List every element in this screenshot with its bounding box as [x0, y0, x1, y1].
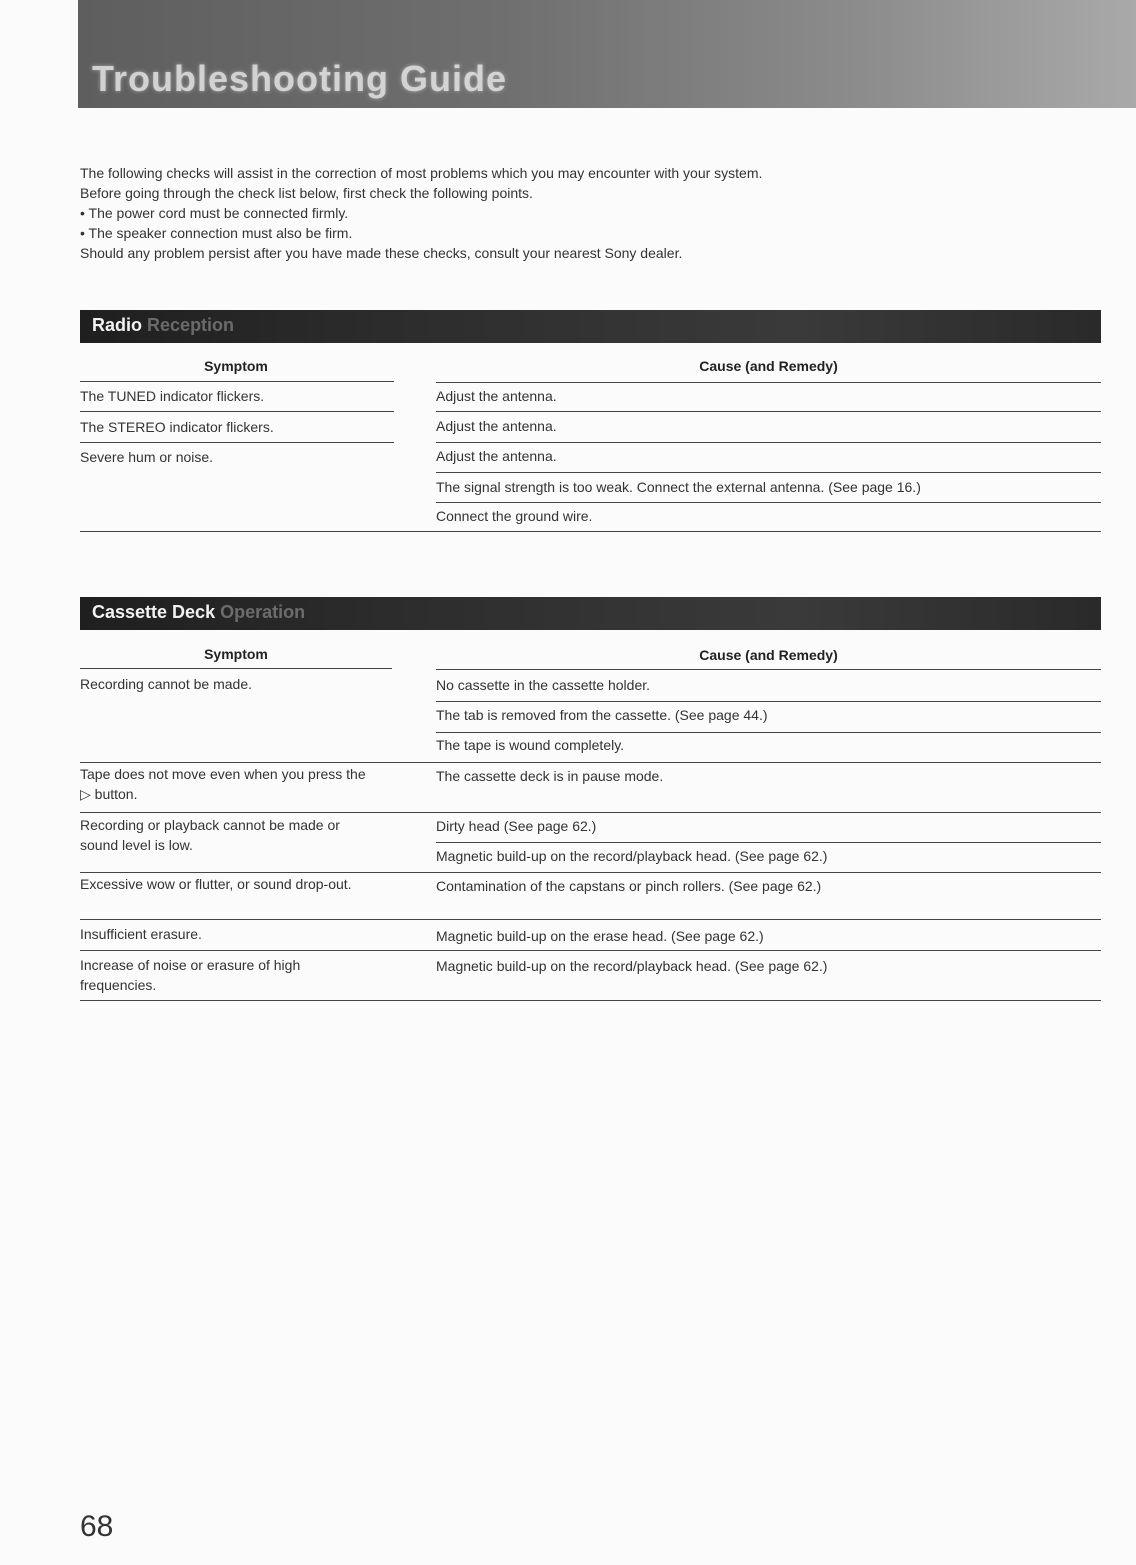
radio-cause: Adjust the antenna.: [436, 418, 557, 434]
page-number: 68: [80, 1510, 114, 1543]
radio-symptom-hum: Severe hum or noise.: [80, 449, 214, 465]
divider: [80, 919, 1101, 920]
cassette-symptom: Tape does not move even when you press the ▷ button.: [80, 766, 366, 802]
cassette-symptom: Excessive wow or flutter, or sound drop-out.: [80, 876, 352, 892]
divider: [436, 669, 1101, 670]
divider: [80, 668, 392, 669]
cassette-symptom: Increase of noise or erasure of high frequencies.: [80, 957, 301, 993]
divider: [80, 531, 1101, 532]
cassette-cause: Magnetic build-up on the record/playback head. (See page 62.): [436, 958, 828, 974]
divider: [80, 872, 1101, 873]
cassette-cause: Magnetic build-up on the record/playback head. (See page 62.): [436, 848, 828, 864]
radio-symptom-stereo: The STEREO indicator flickers.: [80, 419, 274, 435]
radio-section-title: [92, 315, 234, 336]
radio-section-header: [80, 310, 1101, 343]
cassette-title-text: Cassette Deck: [92, 602, 216, 622]
intro-bullet-power-cord: • The power cord must be connected firmly.: [80, 205, 349, 221]
radio-cause: Connect the ground wire.: [436, 508, 593, 524]
divider: [80, 950, 1101, 951]
cassette-title-faded: Operation: [220, 602, 306, 622]
cassette-cause: The tab is removed from the cassette. (See page 44.): [436, 707, 768, 723]
divider: [436, 472, 1101, 473]
page-title: Troubleshooting Guide: [92, 58, 507, 99]
cassette-section-title: [92, 602, 305, 623]
radio-cause: Adjust the antenna.: [436, 448, 557, 464]
cassette-symptom-header: Symptom: [204, 646, 268, 662]
cassette-symptom: Insufficient erasure.: [80, 926, 202, 942]
radio-cause: Adjust the antenna.: [436, 388, 557, 404]
intro-text: [80, 163, 1040, 263]
page-header-banner: [78, 0, 1136, 108]
divider: [80, 1000, 1101, 1001]
intro-bullet-speaker: • The speaker connection must also be firm.: [80, 225, 353, 241]
cassette-cause: The cassette deck is in pause mode.: [436, 768, 664, 784]
intro-line-3: Should any problem persist after you have made these checks, consult your nearest Sony dealer.: [80, 245, 683, 261]
divider: [80, 442, 394, 443]
intro-line-2: Before going through the check list below, first check the following points.: [80, 185, 533, 201]
divider: [436, 382, 1101, 383]
divider: [80, 762, 1101, 763]
divider: [436, 442, 1101, 443]
divider: [436, 732, 1101, 733]
radio-title-faded: Reception: [147, 315, 235, 335]
radio-cause: The signal strength is too weak. Connect the external antenna. (See page 16.): [436, 479, 921, 495]
intro-line-1: The following checks will assist in the correction of most problems which you may encounter with your system.: [80, 165, 763, 181]
divider: [80, 411, 394, 412]
divider: [436, 411, 1101, 412]
divider: [436, 502, 1101, 503]
divider: [436, 842, 1101, 843]
radio-symptom-tuned: The TUNED indicator flickers.: [80, 388, 265, 404]
radio-cause-header: Cause (and Remedy): [699, 358, 838, 374]
divider: [80, 381, 394, 382]
cassette-cause: The tape is wound completely.: [436, 737, 625, 753]
cassette-cause: Magnetic build-up on the erase head. (See page 62.): [436, 928, 764, 944]
radio-title-text: Radio: [92, 315, 143, 335]
cassette-symptom: Recording cannot be made.: [80, 676, 252, 692]
cassette-cause: Dirty head (See page 62.): [436, 818, 597, 834]
cassette-cause: No cassette in the cassette holder.: [436, 677, 651, 693]
divider: [436, 701, 1101, 702]
cassette-cause-header: Cause (and Remedy): [699, 647, 838, 663]
cassette-cause: Contamination of the capstans or pinch rollers. (See page 62.): [436, 878, 822, 894]
divider: [80, 812, 1101, 813]
cassette-section-header: [80, 597, 1101, 630]
radio-symptom-header: Symptom: [204, 358, 268, 374]
cassette-symptom: Recording or playback cannot be made or sound level is low.: [80, 817, 340, 853]
